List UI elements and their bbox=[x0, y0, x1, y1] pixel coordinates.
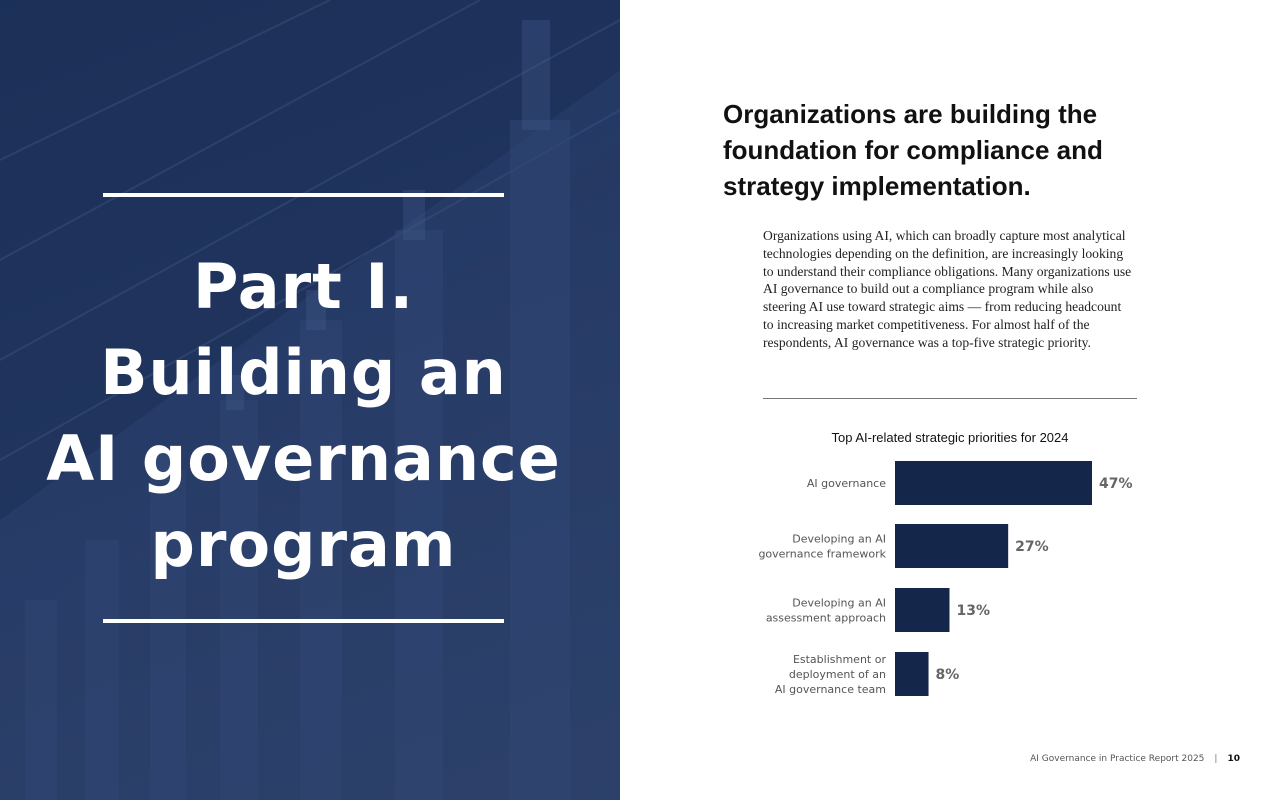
bar-3 bbox=[895, 652, 929, 696]
page-number: 10 bbox=[1227, 754, 1240, 764]
section-divider bbox=[763, 398, 1137, 399]
section-title-line: AI governance bbox=[46, 422, 561, 495]
title-rule-bottom bbox=[103, 619, 504, 623]
section-title-line: program bbox=[150, 508, 457, 581]
category-label-2: Developing an AI assessment approach bbox=[765, 596, 886, 625]
bar-2 bbox=[895, 588, 949, 632]
value-label-1: 27% bbox=[1015, 539, 1049, 555]
page-footer bbox=[1030, 754, 1240, 764]
value-label-2: 13% bbox=[956, 603, 991, 619]
footer-report-title: AI Governance in Practice Report 2025 bbox=[1030, 754, 1205, 764]
section-cover-panel bbox=[0, 0, 620, 800]
section-title bbox=[40, 244, 567, 588]
category-label-3: Establishment or deployment of an AI governance team bbox=[774, 653, 886, 696]
category-label-1: Developing an AI governance framework bbox=[758, 532, 886, 561]
section-title-line: Part I. bbox=[192, 250, 415, 323]
value-label-3: 8% bbox=[935, 667, 960, 683]
category-label-0: AI governance bbox=[806, 477, 886, 490]
bar-1 bbox=[895, 524, 1008, 568]
chart-title: Top AI-related strategic priorities for 2024 bbox=[831, 430, 1069, 445]
page-headline: Organizations are building the foundation for compliance and strategy implementation. bbox=[723, 99, 1103, 201]
title-rule-top bbox=[103, 193, 504, 197]
section-title-line: Building an bbox=[100, 336, 507, 409]
bar-0 bbox=[895, 461, 1092, 505]
footer-separator: | bbox=[1214, 754, 1218, 764]
intro-paragraph: Organizations using AI, which can broadly capture most analytical technologies depending on the definition, are increasingly looking to understand their compliance obligations. Many organizations use AI governance to build out a compliance program while also steering AI use toward strategic aims — from reducing headcount to increasing market competitiveness. For almost half of the respondents, AI governance was a top-five strategic priority. bbox=[763, 228, 1132, 350]
value-label-0: 47% bbox=[1099, 476, 1133, 492]
